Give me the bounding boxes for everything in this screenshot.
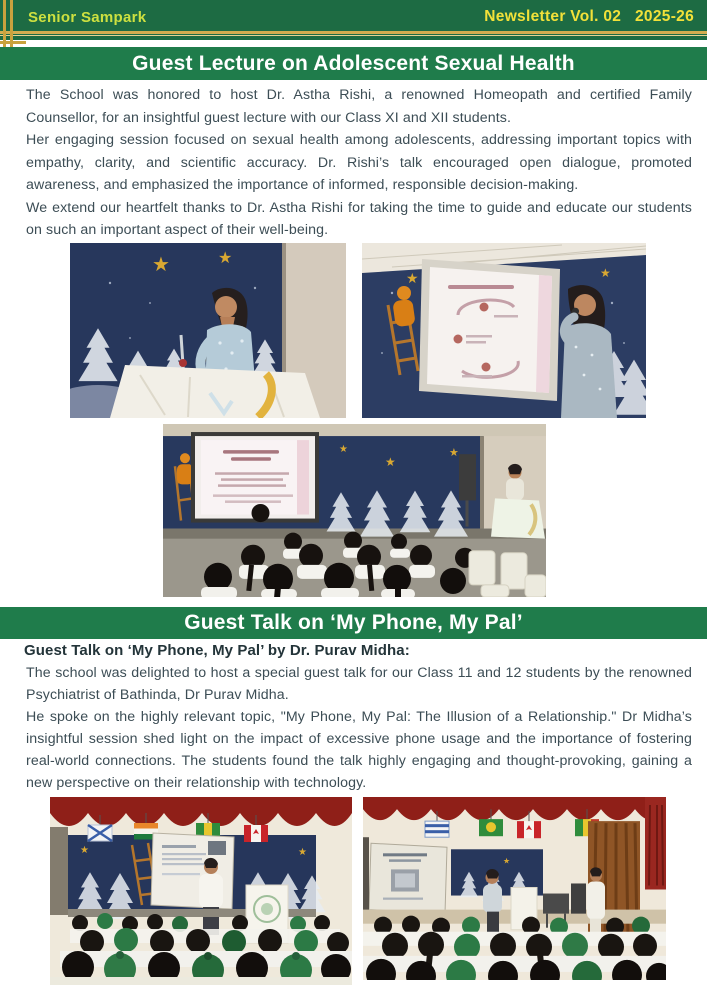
- podium: [491, 498, 545, 538]
- gold-divider-line: [0, 31, 707, 34]
- photo-speaker-presenting-slide: [362, 243, 646, 418]
- photo-students-watching-presentation: [163, 424, 546, 597]
- issue-label: Newsletter Vol. 02 2025-26: [484, 8, 694, 25]
- projector-screen: [369, 843, 447, 913]
- section2-body: [26, 662, 692, 794]
- header-bar: [0, 0, 707, 40]
- photo-illustration: [362, 243, 646, 418]
- section1-body: [26, 84, 692, 242]
- paragraph: The School was honored to host Dr. Astha Rishi, a renowned Homeopath and certified Family Counsellor, for an insightful guest lecture with our Class XI and XII students.: [26, 87, 692, 126]
- star-icon: ★: [600, 266, 611, 280]
- speaker-box: [571, 883, 586, 913]
- podium: [110, 365, 320, 418]
- photo-illustration: [363, 797, 666, 980]
- photo-illustration: [50, 797, 352, 985]
- star-icon: ★: [406, 270, 419, 286]
- brand-title: Senior Sampark: [28, 9, 147, 26]
- star-icon: ★: [152, 254, 170, 276]
- photo-illustration: [70, 243, 346, 418]
- star-icon: ★: [298, 847, 307, 858]
- star-icon: ★: [339, 444, 348, 456]
- section2-banner: Guest Talk on ‘My Phone, My Pal’: [0, 607, 707, 639]
- paragraph: He spoke on the highly relevant topic, "My Phone, My Pal: The Illusion of a Relationship." Dr Midha’s insightful session shed light on the impact of excessive phone usage and the importance of fostering real-world connections. The students found the talk highly engaging and thought-provoking, gaining a new perspective on their relationship with technology.: [26, 709, 692, 791]
- equipment-table: [543, 894, 569, 914]
- photo-illustration: [163, 424, 546, 597]
- star-icon: ★: [503, 856, 511, 866]
- star-icon: ★: [80, 845, 89, 856]
- corner-ornament-line: [0, 41, 26, 44]
- paragraph: Her engaging session focused on sexual health among adolescents, addressing important topics with empathy, clarity, and scientific accuracy. Dr. Rishi’s talk encouraged open dialogue, promoted awareness, and emphasized the importance of informed, responsible decision-making.: [26, 132, 692, 193]
- star-icon: ★: [218, 250, 233, 267]
- section1-banner: Guest Lecture on Adolescent Sexual Health: [0, 47, 707, 80]
- photo-wide-hall-view: [363, 797, 666, 980]
- gold-divider-highlight: [0, 35, 707, 36]
- projector-screen: [419, 259, 560, 401]
- paragraph: We extend our heartfelt thanks to Dr. Astha Rishi for taking the time to guide and educate our students on such an important aspect of their well-being.: [26, 199, 692, 238]
- paragraph: The school was delighted to host a special guest talk for our Class 11 and 12 students by the renowned Psychiatrist of Bathinda, Dr Purav Midha.: [26, 665, 692, 703]
- presenter-figure: [506, 464, 524, 501]
- photo-speaker-at-podium: [70, 243, 346, 418]
- star-icon: ★: [449, 447, 459, 460]
- photo-speaker-addressing-students: [50, 797, 352, 985]
- star-icon: ★: [385, 455, 396, 470]
- section2-heading: Guest Talk on ‘My Phone, My Pal’ by Dr. Purav Midha:: [24, 642, 410, 659]
- speaker-box: [459, 454, 476, 500]
